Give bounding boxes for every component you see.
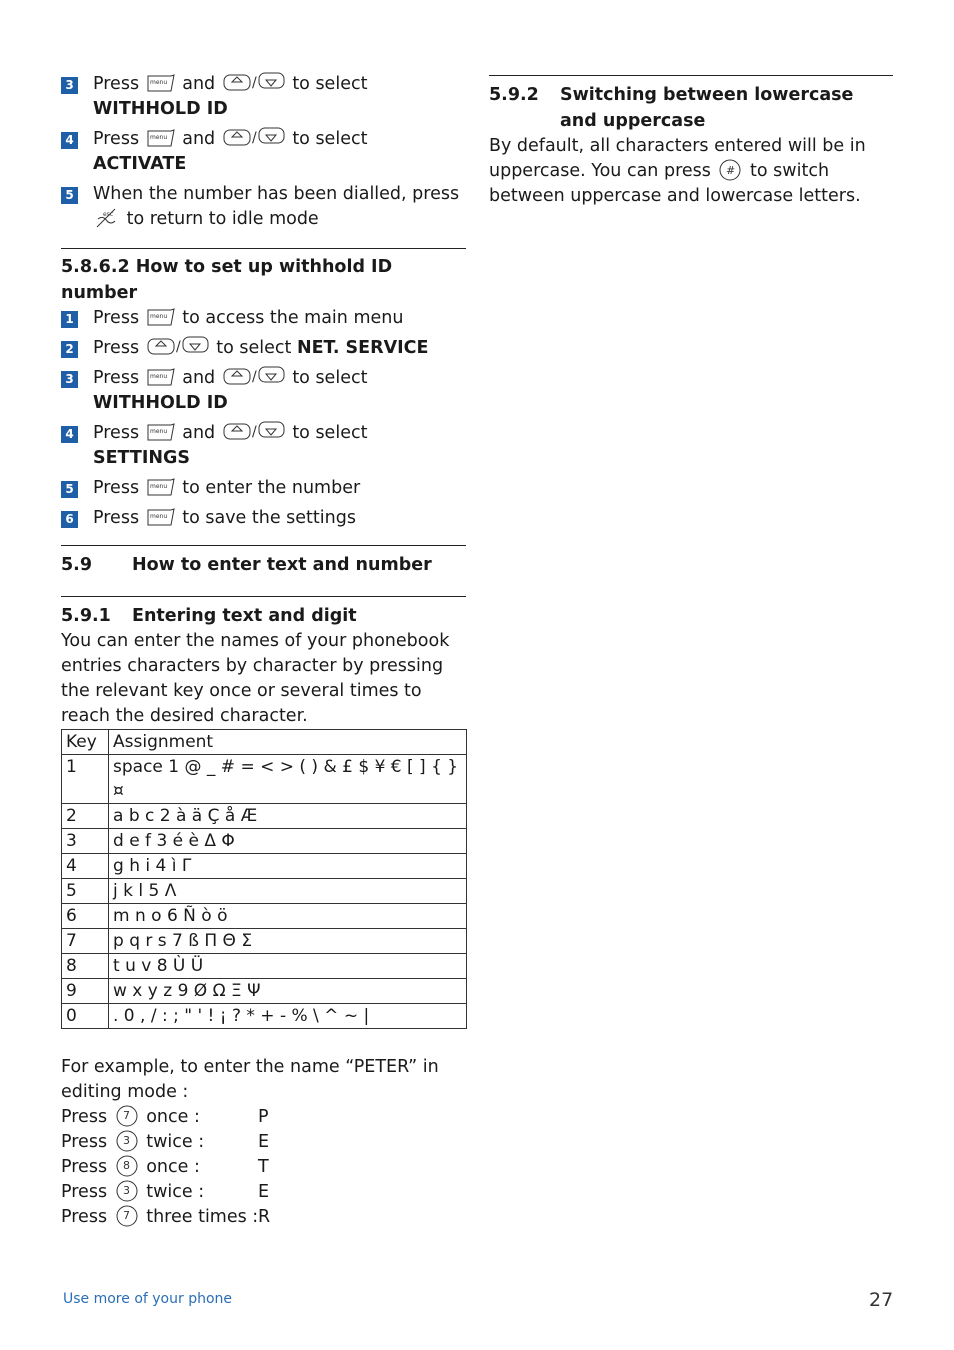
table-row: 0 . 0 , / : ; " ' ! ¡ ? * + - % \ ^ ~ | (62, 1004, 467, 1029)
nav-up-down-icon (147, 336, 209, 356)
svg-text:esc: esc (103, 211, 114, 218)
digit-key-icon (115, 1205, 139, 1227)
svg-text:menu: menu (149, 313, 167, 320)
right-column (489, 72, 893, 209)
section-body: You can enter the names of your phonebook entries characters by character by pressing the relevant key once or several times to reach the desired character. (61, 631, 450, 726)
step-setup-5: 5 Press menu to enter the number (61, 476, 466, 501)
section-heading: Switching between lowercase and uppercase (560, 85, 854, 131)
menu-key-icon (147, 423, 175, 441)
table-row: 2 a b c 2 à ä Ç å Æ (62, 804, 467, 829)
svg-text:/: / (251, 369, 257, 385)
table-row: 5 j k l 5 Λ (62, 879, 467, 904)
example-row: Press 3 twice : E (61, 1182, 270, 1202)
example-row: Press 7 three times : R (61, 1207, 271, 1227)
step-setup-3: 3 Press menu and / to select WITHHOLD ID (61, 366, 466, 416)
svg-text:menu: menu (149, 513, 167, 520)
menu-key-icon (147, 308, 175, 326)
end-call-icon (95, 207, 119, 229)
section-heading: 5.8.6.2 How to set up withhold ID number (61, 257, 393, 303)
example-block (61, 1055, 466, 1230)
step-withhold-5: 5 When the number has been dialled, press esc to return to idle mode (61, 182, 466, 232)
section-heading: How to enter text and number (132, 555, 432, 575)
nav-up-down-icon (223, 421, 285, 441)
step-number: 1 (61, 311, 78, 328)
section-body: By default, all characters entered will be in uppercase. You can press # to switch between uppercase and lowercase letters. (489, 136, 866, 206)
table-row: 3 d e f 3 é è Δ Φ (62, 829, 467, 854)
step-withhold-3: 3 Press menu and / to select WITHHOLD ID (61, 72, 466, 122)
step-number: 3 (61, 371, 78, 388)
svg-text:7: 7 (122, 1209, 130, 1222)
section-heading: Entering text and digit (132, 606, 357, 626)
step-number: 5 (61, 187, 78, 204)
table-row: 8 t u v 8 Ù Ü (62, 954, 467, 979)
step-setup-2: 2 Press / to select NET. SERVICE (61, 336, 466, 361)
left-column (61, 72, 466, 1230)
svg-text:3: 3 (122, 1184, 130, 1197)
svg-text:menu: menu (149, 373, 167, 380)
table-row: 7 p q r s 7 ß Π Θ Σ (62, 929, 467, 954)
digit-key-icon (115, 1155, 139, 1177)
svg-text:/: / (175, 339, 181, 355)
hash-key-icon (718, 159, 742, 181)
section-591: 5.9.1 Entering text and digit You can enter the names of your phonebook entries characters by character by pressing the relevant key once or several times to reach the desired character. (61, 596, 466, 729)
example-intro: For example, to enter the name “PETER” in editing mode : (61, 1057, 439, 1102)
digit-key-icon (115, 1130, 139, 1152)
step-setup-1: 1 Press menu to access the main menu (61, 306, 466, 331)
svg-text:8: 8 (122, 1159, 130, 1172)
example-row: Press 7 once : P (61, 1107, 269, 1127)
page-number: 27 (869, 1289, 894, 1311)
table-header-row: Key Assignment (62, 730, 467, 755)
nav-up-down-icon (223, 72, 285, 92)
nav-up-down-icon (223, 366, 285, 386)
svg-text:7: 7 (122, 1109, 130, 1122)
svg-text:menu: menu (149, 428, 167, 435)
step-number: 6 (61, 511, 78, 528)
menu-key-icon (147, 74, 175, 92)
step-number: 3 (61, 77, 78, 94)
menu-key-icon (147, 129, 175, 147)
key-assignment-table (61, 729, 467, 1029)
menu-key-icon (147, 508, 175, 526)
digit-key-icon (115, 1180, 139, 1202)
step-setup-6: 6 Press menu to save the settings (61, 506, 466, 531)
svg-text:3: 3 (122, 1134, 130, 1147)
step-number: 2 (61, 341, 78, 358)
step-number: 5 (61, 481, 78, 498)
step-number: 4 (61, 426, 78, 443)
svg-text:menu: menu (149, 483, 167, 490)
nav-up-down-icon (223, 127, 285, 147)
svg-text:menu: menu (149, 134, 167, 141)
table-row: 9 w x y z 9 Ø Ω Ξ Ψ (62, 979, 467, 1004)
section-592: 5.9.2 Switching between lowercase and uppercase By default, all characters entered will be in uppercase. You can press # to switch between uppercase and lowercase letters. (489, 75, 893, 209)
menu-key-icon (147, 478, 175, 496)
step-number: 4 (61, 132, 78, 149)
step-withhold-4: 4 Press menu and / to select ACTIVATE (61, 127, 466, 177)
step-setup-4: 4 Press menu and / to select SETTINGS (61, 421, 466, 471)
footer-section-label: Use more of your phone (63, 1291, 233, 1307)
menu-key-icon (147, 368, 175, 386)
svg-text:#: # (726, 164, 736, 177)
example-row: Press 8 once : T (61, 1157, 269, 1177)
svg-text:/: / (251, 75, 257, 91)
digit-key-icon (115, 1105, 139, 1127)
svg-text:/: / (251, 130, 257, 146)
table-row: 1 space 1 @ _ # = < > ( ) & £ $ ¥ € [ ] { } ¤ (62, 755, 467, 804)
svg-text:/: / (251, 424, 257, 440)
svg-text:menu: menu (149, 79, 167, 86)
table-row: 6 m n o 6 Ñ ò ö (62, 904, 467, 929)
section-5862 (61, 248, 466, 531)
section-59: 5.9 How to enter text and number (61, 545, 466, 578)
table-row: 4 g h i 4 ì Γ (62, 854, 467, 879)
example-row: Press 3 twice : E (61, 1132, 270, 1152)
